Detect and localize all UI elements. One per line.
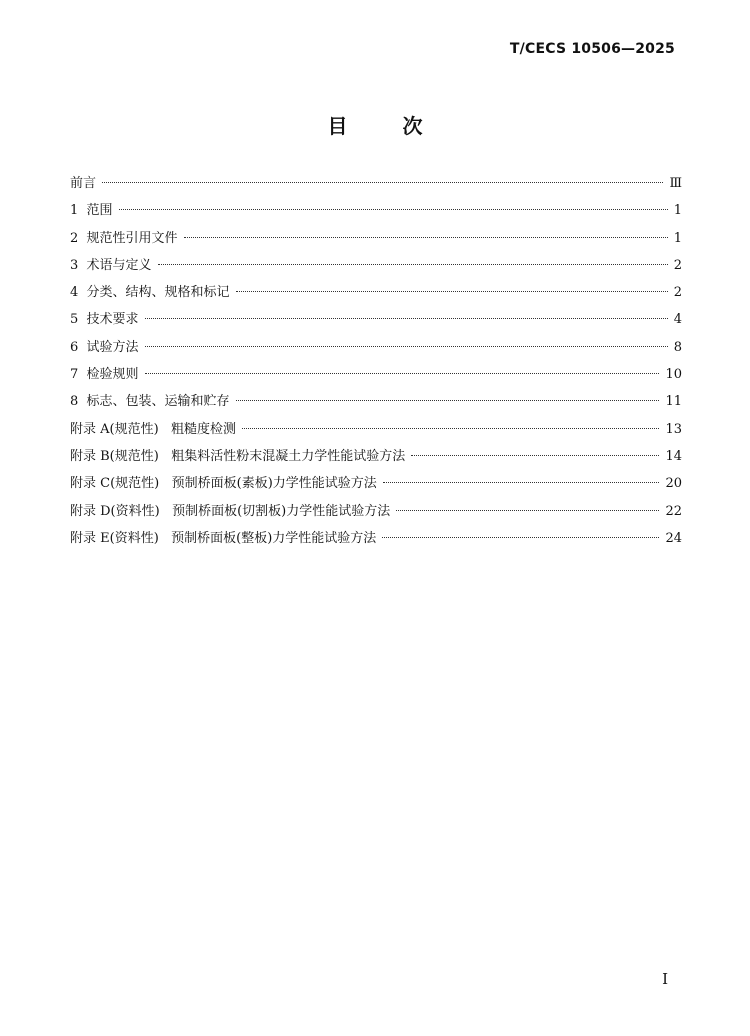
toc-dot-leader	[236, 399, 660, 401]
toc-dot-leader	[184, 236, 668, 238]
toc-entry-label: 前言	[70, 176, 97, 191]
toc-entry-label: 7 检验规则	[70, 367, 139, 383]
toc-entry-page: 22	[665, 503, 682, 519]
toc-entry-page: Ⅲ	[669, 176, 682, 191]
toc-entry-page: 14	[665, 448, 682, 464]
toc-entry-label: 附录 C(规范性) 预制桥面板(素板)力学性能试验方法	[70, 476, 377, 492]
toc-entry-appendix-d[interactable]	[70, 502, 682, 529]
toc-dot-leader	[102, 181, 663, 183]
toc-entry-page: 20	[665, 476, 682, 492]
toc-entry-page: 1	[673, 203, 682, 219]
toc-entry-appendix-b[interactable]	[70, 447, 682, 474]
toc-entry-page: 8	[673, 339, 682, 355]
toc-entry-page: 10	[665, 367, 682, 383]
toc-entry-label: 附录 E(资料性) 预制桥面板(整板)力学性能试验方法	[70, 530, 377, 546]
toc-entry-marking-packaging[interactable]	[70, 392, 682, 419]
toc-entry-appendix-c[interactable]	[70, 474, 682, 501]
toc-entry-label: 4 分类、结构、规格和标记	[70, 285, 230, 301]
toc-entry-normative-references[interactable]	[70, 229, 682, 256]
toc-dot-leader	[145, 317, 668, 319]
toc-entry-label: 附录 A(规范性) 粗糙度检测	[70, 421, 237, 437]
toc-entry-label: 2 规范性引用文件	[70, 230, 178, 246]
toc-entry-technical-requirements[interactable]	[70, 310, 682, 337]
toc-entry-label: 附录 B(规范性) 粗集料活性粉末混凝土力学性能试验方法	[70, 448, 406, 464]
table-of-contents	[70, 174, 682, 556]
toc-entry-page: 2	[673, 257, 682, 273]
toc-entry-page: 11	[665, 394, 682, 410]
toc-dot-leader	[396, 509, 659, 511]
toc-dot-leader	[145, 345, 668, 347]
toc-entry-appendix-a[interactable]	[70, 420, 682, 447]
toc-title: 目 次	[327, 114, 447, 138]
toc-dot-leader	[158, 263, 668, 265]
toc-entry-page: 24	[665, 530, 682, 546]
toc-dot-leader	[383, 481, 660, 483]
toc-dot-leader	[236, 290, 668, 292]
toc-entry-label: 1 范围	[70, 203, 113, 219]
toc-entry-scope[interactable]	[70, 201, 682, 228]
toc-dot-leader	[242, 427, 659, 429]
toc-dot-leader	[382, 536, 659, 538]
toc-entry-appendix-e[interactable]	[70, 529, 682, 556]
toc-entry-foreword[interactable]	[70, 174, 682, 201]
toc-entry-terms[interactable]	[70, 256, 682, 283]
toc-entry-page: 2	[673, 285, 682, 301]
toc-entry-label: 3 术语与定义	[70, 257, 152, 273]
toc-entry-label: 附录 D(资料性) 预制桥面板(切割板)力学性能试验方法	[70, 503, 391, 519]
toc-entry-inspection-rules[interactable]	[70, 365, 682, 392]
toc-entry-page: 1	[673, 230, 682, 246]
toc-entry-page: 13	[665, 421, 682, 437]
toc-dot-leader	[145, 372, 660, 374]
toc-dot-leader	[119, 208, 668, 210]
toc-entry-label: 6 试验方法	[70, 339, 139, 355]
toc-entry-label: 8 标志、包装、运输和贮存	[70, 394, 230, 410]
document-code: T/CECS 10506—2025	[509, 41, 675, 57]
toc-entry-label: 5 技术要求	[70, 312, 139, 328]
page-number: I	[662, 970, 668, 988]
toc-dot-leader	[411, 454, 659, 456]
toc-entry-page: 4	[673, 312, 682, 328]
toc-entry-test-methods[interactable]	[70, 338, 682, 365]
toc-entry-classification[interactable]	[70, 283, 682, 310]
